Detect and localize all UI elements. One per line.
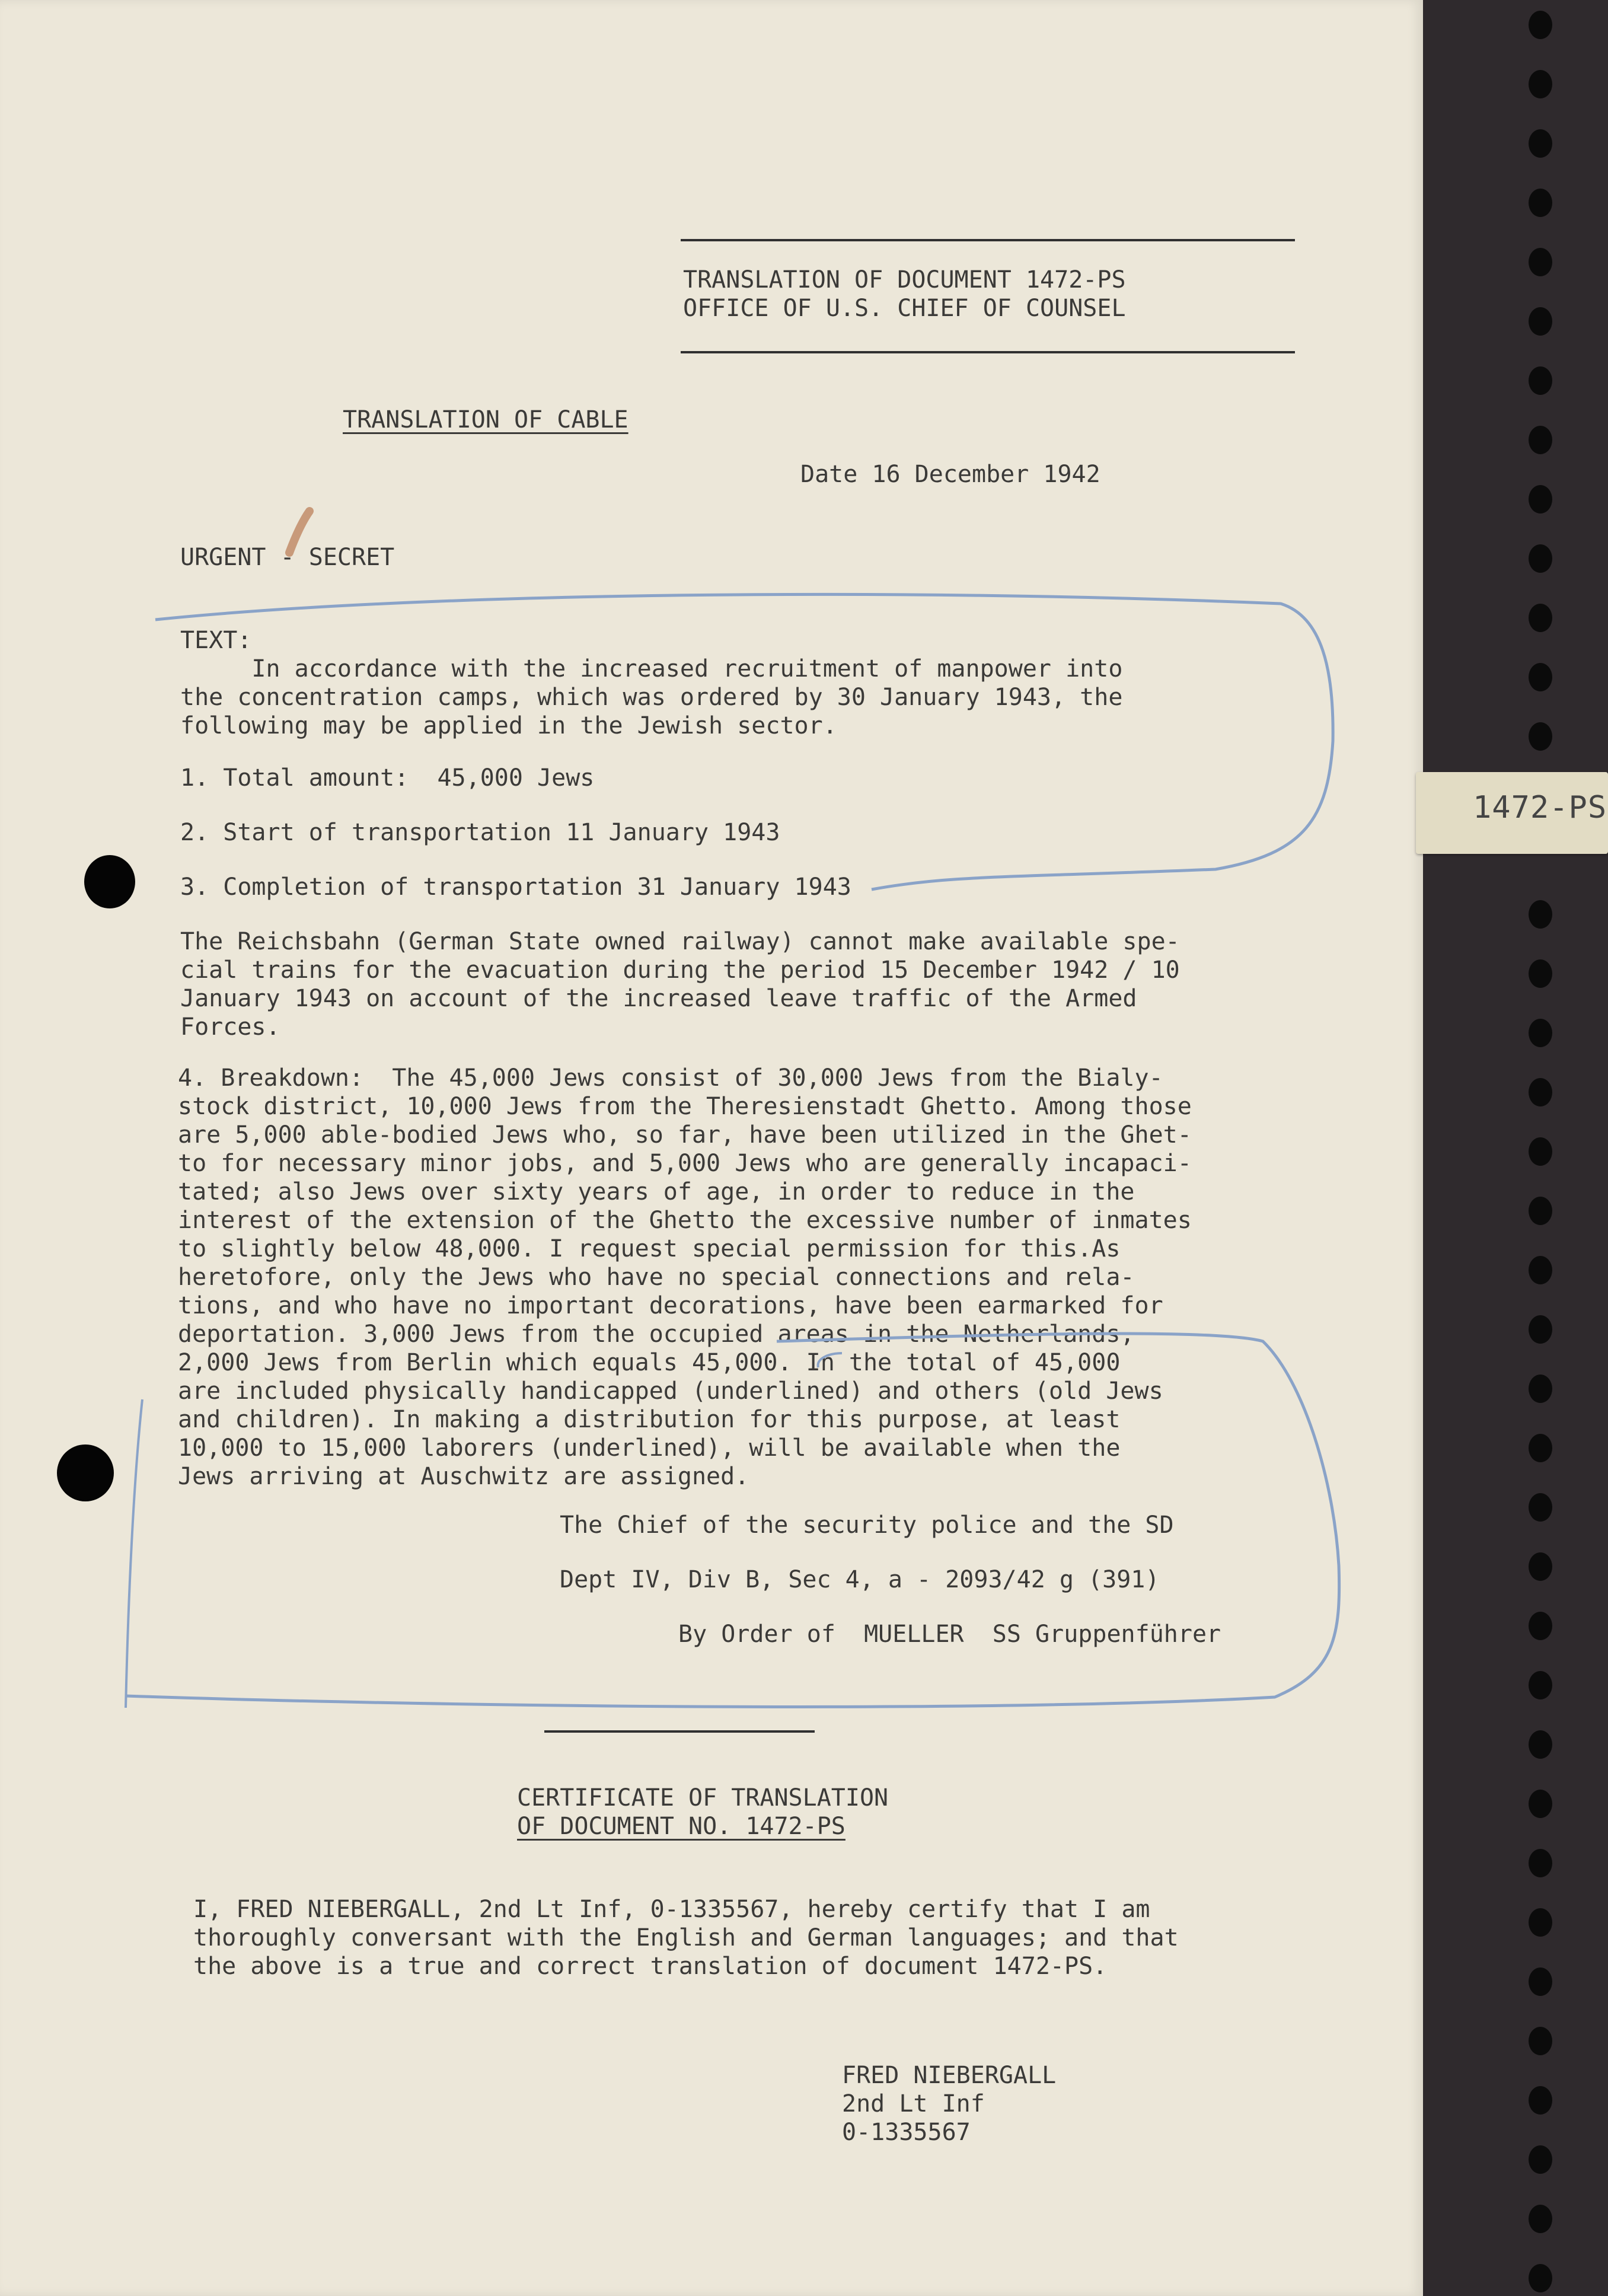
reichsbahn-paragraph: The Reichsbahn (German State owned railway) cannot make available spe- cial trains for the evacuation during the period 15 December 1942 / 10 January 1943 on account of the increased leave traffic of the Armed Forces. (180, 928, 1180, 1041)
binder-hole (1529, 426, 1552, 454)
punch-hole-lower (57, 1444, 114, 1501)
binder-hole (1529, 2086, 1552, 2115)
list-item-completion: 3. Completion of transportation 31 January 1943 (180, 873, 851, 901)
binder-hole (1529, 1967, 1552, 1996)
document-index-tab (1416, 772, 1608, 854)
binder-hole (1529, 1256, 1552, 1284)
binder-hole (1529, 1790, 1552, 1818)
signature-line-2: Dept IV, Div B, Sec 4, a - 2093/42 g (391) (560, 1566, 1160, 1593)
binder-hole (1529, 485, 1552, 514)
binder-hole (1529, 959, 1552, 988)
binder-hole (1529, 248, 1552, 276)
header-line-1: TRANSLATION OF DOCUMENT 1472-PS (683, 266, 1126, 294)
binder-strip (1518, 0, 1565, 2296)
binder-hole (1529, 1434, 1552, 1462)
binder-hole (1529, 1078, 1552, 1106)
binder-hole (1529, 1612, 1552, 1640)
certificate-title-1: CERTIFICATE OF TRANSLATION (517, 1784, 889, 1812)
header-rule-top (681, 239, 1295, 241)
binder-hole (1529, 1908, 1552, 1937)
binder-hole (1529, 1493, 1552, 1522)
binder-hole (1529, 366, 1552, 395)
binder-hole (1529, 1137, 1552, 1166)
binder-hole (1529, 2264, 1552, 2292)
binder-hole (1529, 1019, 1552, 1047)
binder-hole (1529, 663, 1552, 691)
binder-hole (1529, 1849, 1552, 1877)
classification: URGENT - SECRET (180, 544, 395, 571)
binder-hole (1529, 544, 1552, 573)
certificate-body: I, FRED NIEBERGALL, 2nd Lt Inf, 0-1335567, hereby certify that I am thoroughly conversant with the English and German languages; and that the above is a true and correct translation of document 1472-PS. (193, 1896, 1179, 1980)
signature-line-1: The Chief of the security police and the SD (560, 1511, 1174, 1539)
breakdown-paragraph: 4. Breakdown: The 45,000 Jews consist of 30,000 Jews from the Bialy- stock district, 10,000 Jews from the Theresienstadt Ghetto. Among those are 5,000 able-bodied Jews who, so far, have been utilized in the Ghet- to for necessary minor jobs, and 5,000 Jews who are generally incapaci- tated; also Jews over sixty years of age, in order to reduce in the interest of the extension of the Ghetto the excessive number of inmates to slightly below 48,000. I request special permission for this.As heretofore, only the Jews who have no special connections and rela- tions, and who have no important decorations, have been earmarked for deportation. 3,000 Jews from the occupied areas in the Netherlands, 2,000 Jews from Berlin which equals 45,000. In the total of 45,000 are included physically handicapped (underlined) and others (old Jews and children). In making a distribution for this purpose, at least 10,000 to 15,000 laborers (underlined), will be available when the Jews arriving at Auschwitz are assigned. (178, 1064, 1192, 1490)
binder-hole (1529, 129, 1552, 158)
header-rule-bottom (681, 351, 1295, 353)
list-item-total: 1. Total amount: 45,000 Jews (180, 764, 595, 792)
binder-hole (1529, 604, 1552, 632)
binder-hole (1529, 1375, 1552, 1403)
binder-hole (1529, 900, 1552, 929)
binder-hole (1529, 1730, 1552, 1759)
certificate-title-2: OF DOCUMENT NO. 1472-PS (517, 1813, 846, 1840)
binder-hole (1529, 2027, 1552, 2055)
certificate-signer: FRED NIEBERGALL 2nd Lt Inf 0-1335567 (842, 2062, 1057, 2146)
binder-hole (1529, 1552, 1552, 1581)
binder-hole (1529, 11, 1552, 39)
binder-hole (1529, 2145, 1552, 2174)
text-label: TEXT: (180, 627, 252, 654)
signature-line-3: By Order of MUELLER SS Gruppenführer (678, 1621, 1221, 1648)
binder-hole (1529, 189, 1552, 217)
binder-hole (1529, 70, 1552, 98)
cable-date: Date 16 December 1942 (800, 461, 1100, 488)
binder-hole (1529, 1671, 1552, 1699)
separator-rule (544, 1730, 815, 1733)
binder-hole (1529, 1315, 1552, 1344)
tab-label: 1472-PS (1473, 790, 1607, 825)
punch-hole-upper (84, 855, 135, 908)
header-line-2: OFFICE OF U.S. CHIEF OF COUNSEL (683, 295, 1126, 322)
intro-paragraph: In accordance with the increased recruitment of manpower into the concentration camps, which was ordered by 30 January 1943, the following may be applied in the Jewish sector. (180, 655, 1123, 739)
document-title: TRANSLATION OF CABLE (343, 406, 628, 433)
binder-hole (1529, 2205, 1552, 2233)
binder-hole (1529, 307, 1552, 336)
binder-hole (1529, 722, 1552, 751)
list-item-start: 2. Start of transportation 11 January 1943 (180, 819, 780, 846)
binder-hole (1529, 1197, 1552, 1225)
